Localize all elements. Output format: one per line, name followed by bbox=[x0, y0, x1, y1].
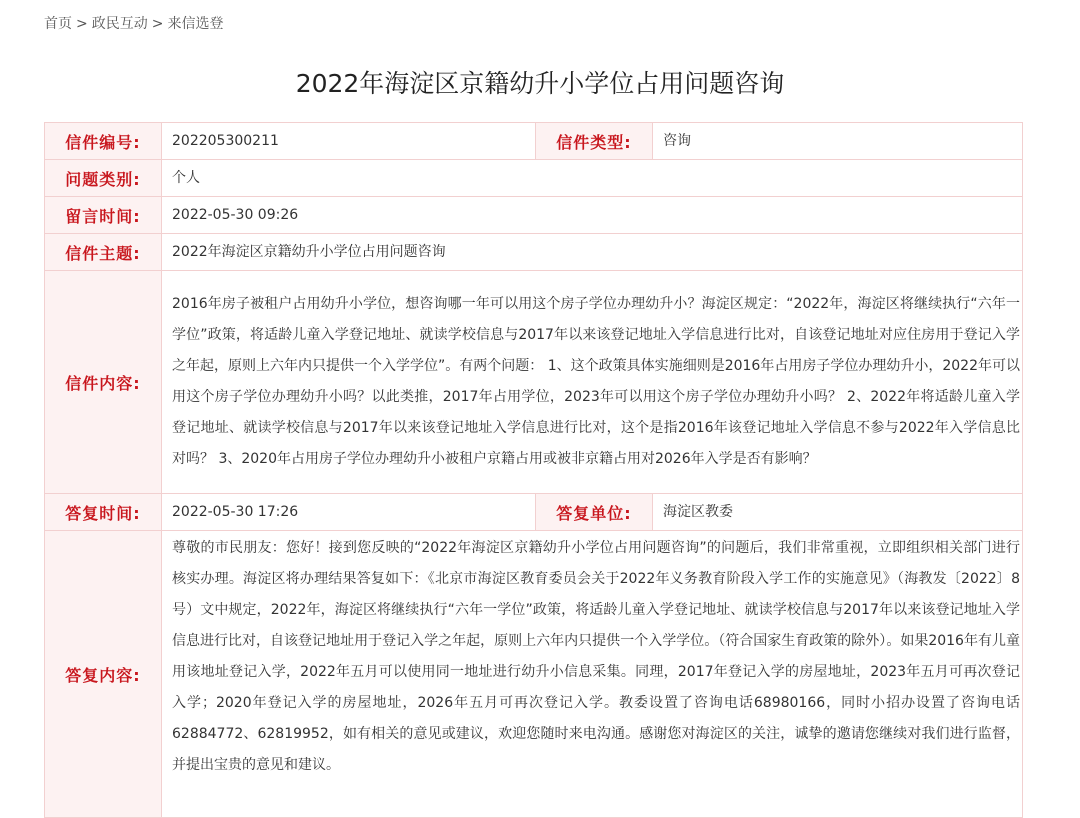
letter-content-text: 2016年房子被租户占用幼升小学位，想咨询哪一年可以用这个房子学位办理幼升小？海淀区规定：“2022年，海淀区将继续执行“六年一学位”政策，将适龄儿童入学登记地址、就读学校信息与2017年以来该登记地址入学信息进行比对，自该登记地址对应住房用于登记入学之年起，原则上六年内只提供一个入学学位”。有两个问题： 1、这个政策具体实施细则是2016年占用房子学位办理幼升小，2022年可以用这个房子学位办理幼升小吗？以此类推，2017年占用学位，2023年可以用这个房子学位办理幼升小吗？ 2、2022年将适龄儿童入学登记地址、就读学校信息与2017年以来该登记地址入学信息进行比对，这个是指2016年该登记地址入学信息不参与2022年入学信息比对吗？ 3、2020年占用房子学位办理幼升小被租户京籍占用或被非京籍占用对2026年入学是否有影响？ bbox=[162, 271, 1023, 494]
subject-label: 信件主题: bbox=[45, 234, 162, 271]
reply-unit-value: 海淀区教委 bbox=[653, 494, 1023, 531]
reply-time-value: 2022-05-30 17:26 bbox=[162, 494, 536, 531]
breadcrumb-current-link[interactable]: 来信选登 bbox=[167, 16, 224, 32]
message-time-value: 2022-05-30 09:26 bbox=[162, 197, 1023, 234]
breadcrumb bbox=[44, 14, 223, 34]
table-row-reply-meta bbox=[45, 494, 1023, 531]
letter-number-label: 信件编号: bbox=[45, 123, 162, 160]
breadcrumb-separator: > bbox=[76, 16, 88, 32]
breadcrumb-home-link[interactable]: 首页 bbox=[44, 16, 72, 32]
letter-detail-table bbox=[44, 122, 1023, 818]
table-row-reply-content bbox=[45, 531, 1023, 818]
reply-content-label: 答复内容: bbox=[45, 531, 162, 818]
letter-content-label: 信件内容: bbox=[45, 271, 162, 494]
category-value: 个人 bbox=[162, 160, 1023, 197]
page-title: 2022年海淀区京籍幼升小学位占用问题咨询 bbox=[295, 69, 785, 98]
reply-unit-label: 答复单位: bbox=[536, 494, 653, 531]
table-row-time bbox=[45, 197, 1023, 234]
table-row-subject bbox=[45, 234, 1023, 271]
letter-type-label: 信件类型: bbox=[536, 123, 653, 160]
table-row-category bbox=[45, 160, 1023, 197]
category-label: 问题类别: bbox=[45, 160, 162, 197]
reply-time-label: 答复时间: bbox=[45, 494, 162, 531]
letter-number-value: 202205300211 bbox=[162, 123, 536, 160]
breadcrumb-separator: > bbox=[151, 16, 164, 32]
table-row-content bbox=[45, 271, 1023, 494]
reply-content-text: 尊敬的市民朋友：您好！接到您反映的“2022年海淀区京籍幼升小学位占用问题咨询”的问题后，我们非常重视，立即组织相关部门进行核实办理。海淀区将办理结果答复如下：《北京市海淀区教育委员会关于2022年义务教育阶段入学工作的实施意见》（海教发〔2022〕8号）文中规定，2022年，海淀区将继续执行“六年一学位”政策，将适龄儿童入学登记地址、就读学校信息与2017年以来该登记地址入学信息进行比对，自该登记地址用于登记入学之年起，原则上六年内只提供一个入学学位。（符合国家生育政策的除外）。如果2016年有儿童用该地址登记入学，2022年五月可以使用同一地址进行幼升小信息采集。同理，2017年登记入学的房屋地址，2023年五月可再次登记入学；2020年登记入学的房屋地址，2026年五月可再次登记入学。教委设置了咨询电话68980166，同时小招办设置了咨询电话62884772、62819952，如有相关的意见或建议，欢迎您随时来电沟通。感谢您对海淀区的关注，诚挚的邀请您继续对我们进行监督，并提出宝贵的意见和建议。 bbox=[162, 531, 1023, 818]
breadcrumb-section-link[interactable]: 政民互动 bbox=[91, 16, 148, 32]
letter-type-value: 咨询 bbox=[653, 123, 1023, 160]
table-row-number bbox=[45, 123, 1023, 160]
subject-value: 2022年海淀区京籍幼升小学位占用问题咨询 bbox=[162, 234, 1023, 271]
message-time-label: 留言时间: bbox=[45, 197, 162, 234]
